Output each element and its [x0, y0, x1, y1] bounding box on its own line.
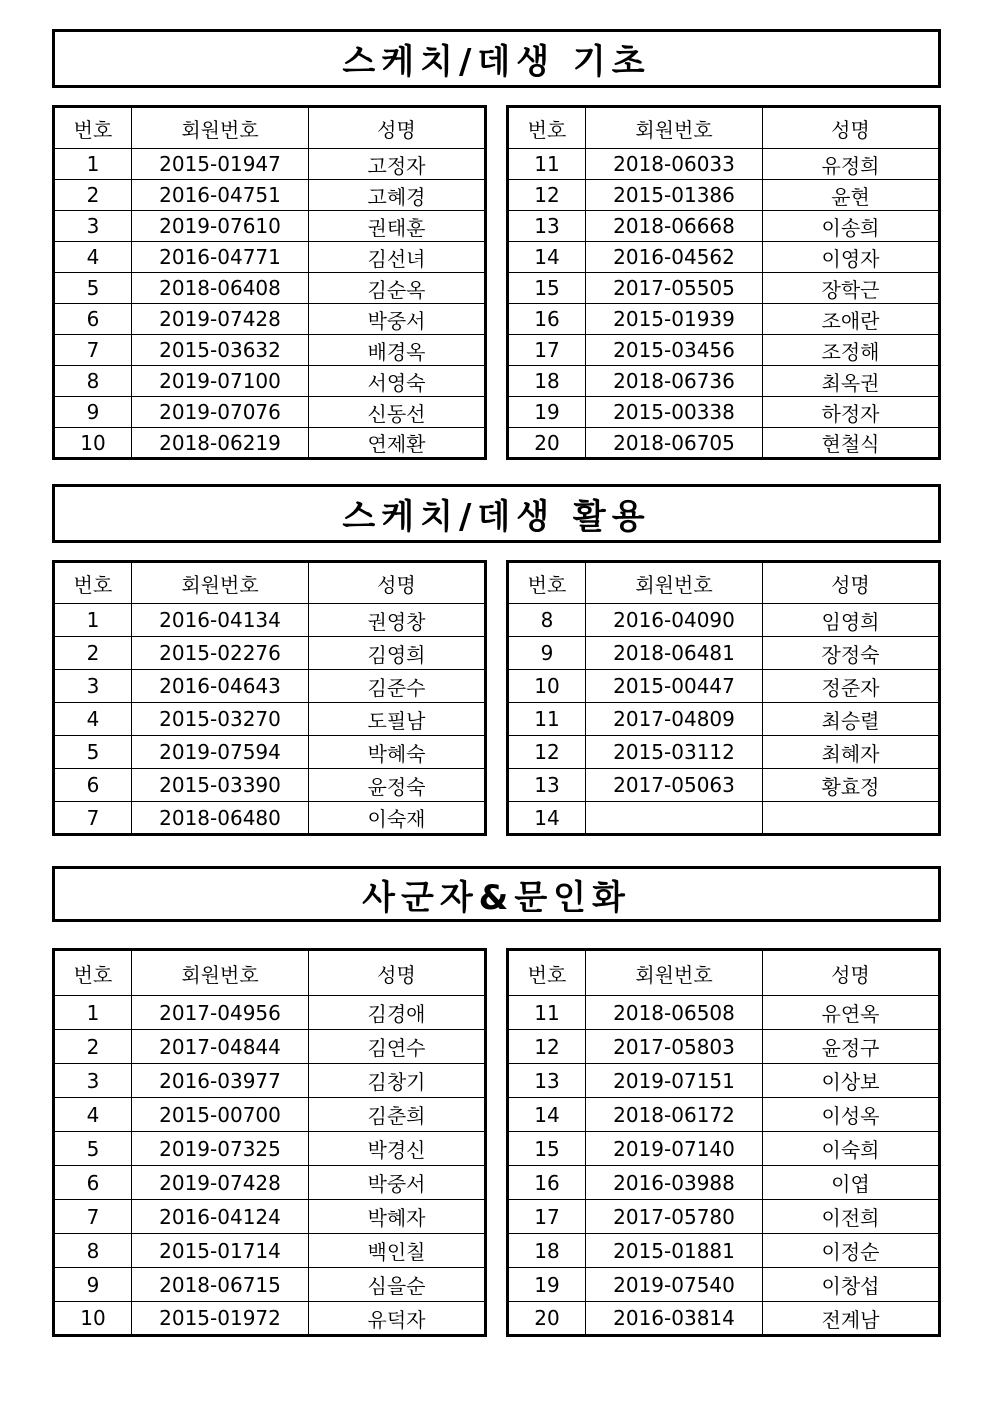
member-name: 이숙재: [309, 802, 486, 835]
member-name: 윤정구: [763, 1030, 940, 1064]
row-number: 11: [508, 703, 586, 736]
member-id: 2017-04809: [586, 703, 763, 736]
member-id: 2019-07140: [586, 1132, 763, 1166]
table-row: [54, 736, 486, 769]
section-title: 사군자&문인화: [52, 866, 941, 922]
row-number: 13: [508, 1064, 586, 1098]
row-number: 20: [508, 1302, 586, 1336]
table-row: [54, 1268, 486, 1302]
member-id: 2018-06705: [586, 428, 763, 459]
header-member-id: 회원번호: [132, 107, 309, 149]
member-name: 고정자: [309, 149, 486, 180]
row-number: 17: [508, 1200, 586, 1234]
member-name: 김순옥: [309, 273, 486, 304]
table-row: [508, 428, 940, 459]
table-row: [508, 1234, 940, 1268]
member-id: 2015-00700: [132, 1098, 309, 1132]
row-number: 6: [54, 1166, 132, 1200]
member-name: 박경신: [309, 1132, 486, 1166]
member-name: 박혜숙: [309, 736, 486, 769]
header-name: 성명: [763, 562, 940, 604]
member-name: 최승렬: [763, 703, 940, 736]
table-row: [508, 736, 940, 769]
member-name: 신동선: [309, 397, 486, 428]
table-row: [508, 1030, 940, 1064]
member-name: 장정숙: [763, 637, 940, 670]
header-member-id: 회원번호: [586, 562, 763, 604]
row-number: 15: [508, 1132, 586, 1166]
member-id: 2019-07540: [586, 1268, 763, 1302]
member-name: 윤정숙: [309, 769, 486, 802]
member-id: 2018-06033: [586, 149, 763, 180]
roster-table-right: [506, 948, 941, 1337]
row-number: 5: [54, 736, 132, 769]
header-name: 성명: [309, 562, 486, 604]
member-name: 이송희: [763, 211, 940, 242]
table-row: [508, 996, 940, 1030]
roster-table-left: [52, 560, 487, 836]
member-id: 2017-05063: [586, 769, 763, 802]
header-member-id: 회원번호: [132, 562, 309, 604]
header-number: 번호: [508, 562, 586, 604]
header-number: 번호: [508, 950, 586, 996]
roster-tables: [52, 560, 941, 833]
table-row: [54, 1234, 486, 1268]
row-number: 8: [54, 366, 132, 397]
member-name: 배경옥: [309, 335, 486, 366]
member-name: 이엽: [763, 1166, 940, 1200]
member-id: 2018-06481: [586, 637, 763, 670]
member-id: 2017-05780: [586, 1200, 763, 1234]
member-id: 2018-06508: [586, 996, 763, 1030]
row-number: 15: [508, 273, 586, 304]
table-row: [54, 604, 486, 637]
row-number: 16: [508, 1166, 586, 1200]
member-id: 2015-00338: [586, 397, 763, 428]
table-row: [508, 335, 940, 366]
member-id: 2019-07100: [132, 366, 309, 397]
header-name: 성명: [309, 107, 486, 149]
member-name: 이상보: [763, 1064, 940, 1098]
member-name: 권태훈: [309, 211, 486, 242]
member-id: 2018-06219: [132, 428, 309, 459]
table-row: [54, 996, 486, 1030]
row-number: 12: [508, 736, 586, 769]
member-id: 2016-03977: [132, 1064, 309, 1098]
row-number: 2: [54, 1030, 132, 1064]
member-id: 2019-07151: [586, 1064, 763, 1098]
section-title: 스케치/데생 기초: [52, 29, 941, 88]
member-id: 2017-04956: [132, 996, 309, 1030]
member-id: 2015-03632: [132, 335, 309, 366]
row-number: 14: [508, 802, 586, 835]
member-id: 2016-04751: [132, 180, 309, 211]
table-row: [508, 802, 940, 835]
member-name: 장학근: [763, 273, 940, 304]
table-header-row: [54, 562, 486, 604]
member-id: 2015-02276: [132, 637, 309, 670]
header-member-id: 회원번호: [586, 107, 763, 149]
member-id: 2015-01714: [132, 1234, 309, 1268]
header-name: 성명: [763, 107, 940, 149]
table-row: [508, 1166, 940, 1200]
row-number: 9: [54, 397, 132, 428]
row-number: 2: [54, 637, 132, 670]
row-number: 3: [54, 211, 132, 242]
member-id: 2016-04771: [132, 242, 309, 273]
section-sketch-basic: [52, 29, 941, 460]
row-number: 4: [54, 703, 132, 736]
member-name: 박혜자: [309, 1200, 486, 1234]
row-number: 1: [54, 996, 132, 1030]
table-row: [508, 769, 940, 802]
table-row: [54, 211, 486, 242]
row-number: 12: [508, 1030, 586, 1064]
row-number: 16: [508, 304, 586, 335]
member-name: 정준자: [763, 670, 940, 703]
member-id: 2015-03270: [132, 703, 309, 736]
table-row: [54, 703, 486, 736]
row-number: 7: [54, 802, 132, 835]
member-id: 2016-04124: [132, 1200, 309, 1234]
table-row: [508, 1098, 940, 1132]
member-id: 2019-07076: [132, 397, 309, 428]
member-name: 김연수: [309, 1030, 486, 1064]
roster-table-right: [506, 105, 941, 460]
member-id: 2018-06668: [586, 211, 763, 242]
row-number: 8: [508, 604, 586, 637]
member-name: 유덕자: [309, 1302, 486, 1336]
member-name: 최혜자: [763, 736, 940, 769]
member-id: 2016-04134: [132, 604, 309, 637]
member-id: 2019-07325: [132, 1132, 309, 1166]
row-number: 8: [54, 1234, 132, 1268]
roster-table-right: [506, 560, 941, 836]
member-name: 도필남: [309, 703, 486, 736]
table-row: [508, 637, 940, 670]
member-name: 전계남: [763, 1302, 940, 1336]
table-row: [508, 1200, 940, 1234]
table-row: [54, 1200, 486, 1234]
member-id: [586, 802, 763, 835]
member-name: 현철식: [763, 428, 940, 459]
row-number: 13: [508, 211, 586, 242]
table-header-row: [508, 107, 940, 149]
row-number: 12: [508, 180, 586, 211]
row-number: 18: [508, 1234, 586, 1268]
member-name: 이정순: [763, 1234, 940, 1268]
table-row: [54, 802, 486, 835]
header-number: 번호: [54, 107, 132, 149]
member-id: 2017-05505: [586, 273, 763, 304]
member-id: 2015-03390: [132, 769, 309, 802]
table-row: [508, 397, 940, 428]
row-number: 10: [54, 1302, 132, 1336]
table-row: [508, 273, 940, 304]
section-sketch-applied: [52, 484, 941, 833]
table-row: [508, 149, 940, 180]
table-row: [508, 1064, 940, 1098]
header-number: 번호: [54, 950, 132, 996]
table-row: [54, 397, 486, 428]
row-number: 11: [508, 996, 586, 1030]
member-name: 김영희: [309, 637, 486, 670]
row-number: 1: [54, 149, 132, 180]
member-name: 김창기: [309, 1064, 486, 1098]
member-name: 황효정: [763, 769, 940, 802]
member-id: 2018-06480: [132, 802, 309, 835]
table-row: [54, 769, 486, 802]
member-id: 2016-03814: [586, 1302, 763, 1336]
member-id: 2018-06715: [132, 1268, 309, 1302]
table-row: [508, 211, 940, 242]
member-id: 2018-06172: [586, 1098, 763, 1132]
row-number: 5: [54, 1132, 132, 1166]
row-number: 4: [54, 1098, 132, 1132]
member-id: 2015-01947: [132, 149, 309, 180]
member-id: 2017-05803: [586, 1030, 763, 1064]
roster-tables: [52, 948, 941, 1336]
table-row: [54, 1064, 486, 1098]
member-name: 김선녀: [309, 242, 486, 273]
member-id: 2015-01972: [132, 1302, 309, 1336]
section-title: 스케치/데생 활용: [52, 484, 941, 543]
member-name: 최옥권: [763, 366, 940, 397]
table-row: [508, 366, 940, 397]
row-number: 7: [54, 1200, 132, 1234]
table-row: [508, 304, 940, 335]
member-name: 하정자: [763, 397, 940, 428]
member-name: 이성옥: [763, 1098, 940, 1132]
member-name: 심을순: [309, 1268, 486, 1302]
member-name: 고혜경: [309, 180, 486, 211]
table-row: [54, 670, 486, 703]
table-row: [508, 703, 940, 736]
table-row: [54, 1302, 486, 1336]
row-number: 13: [508, 769, 586, 802]
roster-table-left: [52, 948, 487, 1337]
member-name: 이숙희: [763, 1132, 940, 1166]
member-id: 2016-04643: [132, 670, 309, 703]
row-number: 11: [508, 149, 586, 180]
row-number: 19: [508, 1268, 586, 1302]
row-number: 3: [54, 1064, 132, 1098]
table-row: [508, 242, 940, 273]
row-number: 18: [508, 366, 586, 397]
member-id: 2016-03988: [586, 1166, 763, 1200]
member-id: 2015-01939: [586, 304, 763, 335]
row-number: 20: [508, 428, 586, 459]
member-id: 2016-04562: [586, 242, 763, 273]
table-row: [54, 242, 486, 273]
member-name: 유연옥: [763, 996, 940, 1030]
member-id: 2019-07610: [132, 211, 309, 242]
header-number: 번호: [54, 562, 132, 604]
member-name: 이영자: [763, 242, 940, 273]
table-header-row: [508, 950, 940, 996]
header-member-id: 회원번호: [586, 950, 763, 996]
member-name: 김준수: [309, 670, 486, 703]
section-sagunja: [52, 866, 941, 1336]
table-header-row: [508, 562, 940, 604]
member-id: 2015-03112: [586, 736, 763, 769]
row-number: 1: [54, 604, 132, 637]
member-name: 박중서: [309, 304, 486, 335]
table-header-row: [54, 107, 486, 149]
table-row: [54, 149, 486, 180]
member-id: 2019-07428: [132, 1166, 309, 1200]
member-name: 김경애: [309, 996, 486, 1030]
header-name: 성명: [309, 950, 486, 996]
table-row: [54, 304, 486, 335]
row-number: 4: [54, 242, 132, 273]
row-number: 5: [54, 273, 132, 304]
member-name: 이전희: [763, 1200, 940, 1234]
table-row: [508, 1302, 940, 1336]
table-row: [54, 428, 486, 459]
row-number: 19: [508, 397, 586, 428]
row-number: 9: [508, 637, 586, 670]
row-number: 7: [54, 335, 132, 366]
row-number: 9: [54, 1268, 132, 1302]
row-number: 2: [54, 180, 132, 211]
member-name: 김춘희: [309, 1098, 486, 1132]
header-name: 성명: [763, 950, 940, 996]
member-name: 임영희: [763, 604, 940, 637]
member-name: 조애란: [763, 304, 940, 335]
table-row: [54, 1030, 486, 1064]
row-number: 14: [508, 1098, 586, 1132]
member-name: 백인칠: [309, 1234, 486, 1268]
table-row: [54, 637, 486, 670]
row-number: 6: [54, 769, 132, 802]
header-number: 번호: [508, 107, 586, 149]
member-id: 2015-00447: [586, 670, 763, 703]
table-row: [508, 1268, 940, 1302]
member-name: 유정희: [763, 149, 940, 180]
member-id: 2016-04090: [586, 604, 763, 637]
header-member-id: 회원번호: [132, 950, 309, 996]
member-id: 2015-01881: [586, 1234, 763, 1268]
row-number: 17: [508, 335, 586, 366]
table-header-row: [54, 950, 486, 996]
table-row: [54, 273, 486, 304]
roster-tables: [52, 105, 941, 460]
member-id: 2019-07594: [132, 736, 309, 769]
member-id: 2018-06408: [132, 273, 309, 304]
member-name: 서영숙: [309, 366, 486, 397]
member-id: 2018-06736: [586, 366, 763, 397]
member-name: 연제환: [309, 428, 486, 459]
member-name: 권영창: [309, 604, 486, 637]
table-row: [54, 180, 486, 211]
table-row: [508, 670, 940, 703]
member-id: 2015-03456: [586, 335, 763, 366]
member-name: 윤현: [763, 180, 940, 211]
member-id: 2019-07428: [132, 304, 309, 335]
row-number: 6: [54, 304, 132, 335]
table-row: [54, 1132, 486, 1166]
table-row: [508, 180, 940, 211]
row-number: 10: [54, 428, 132, 459]
member-name: [763, 802, 940, 835]
table-row: [508, 1132, 940, 1166]
table-row: [508, 604, 940, 637]
row-number: 14: [508, 242, 586, 273]
table-row: [54, 366, 486, 397]
row-number: 3: [54, 670, 132, 703]
member-name: 박중서: [309, 1166, 486, 1200]
member-name: 이창섭: [763, 1268, 940, 1302]
roster-table-left: [52, 105, 487, 460]
table-row: [54, 1166, 486, 1200]
member-id: 2017-04844: [132, 1030, 309, 1064]
row-number: 10: [508, 670, 586, 703]
table-row: [54, 1098, 486, 1132]
table-row: [54, 335, 486, 366]
member-name: 조정해: [763, 335, 940, 366]
member-id: 2015-01386: [586, 180, 763, 211]
